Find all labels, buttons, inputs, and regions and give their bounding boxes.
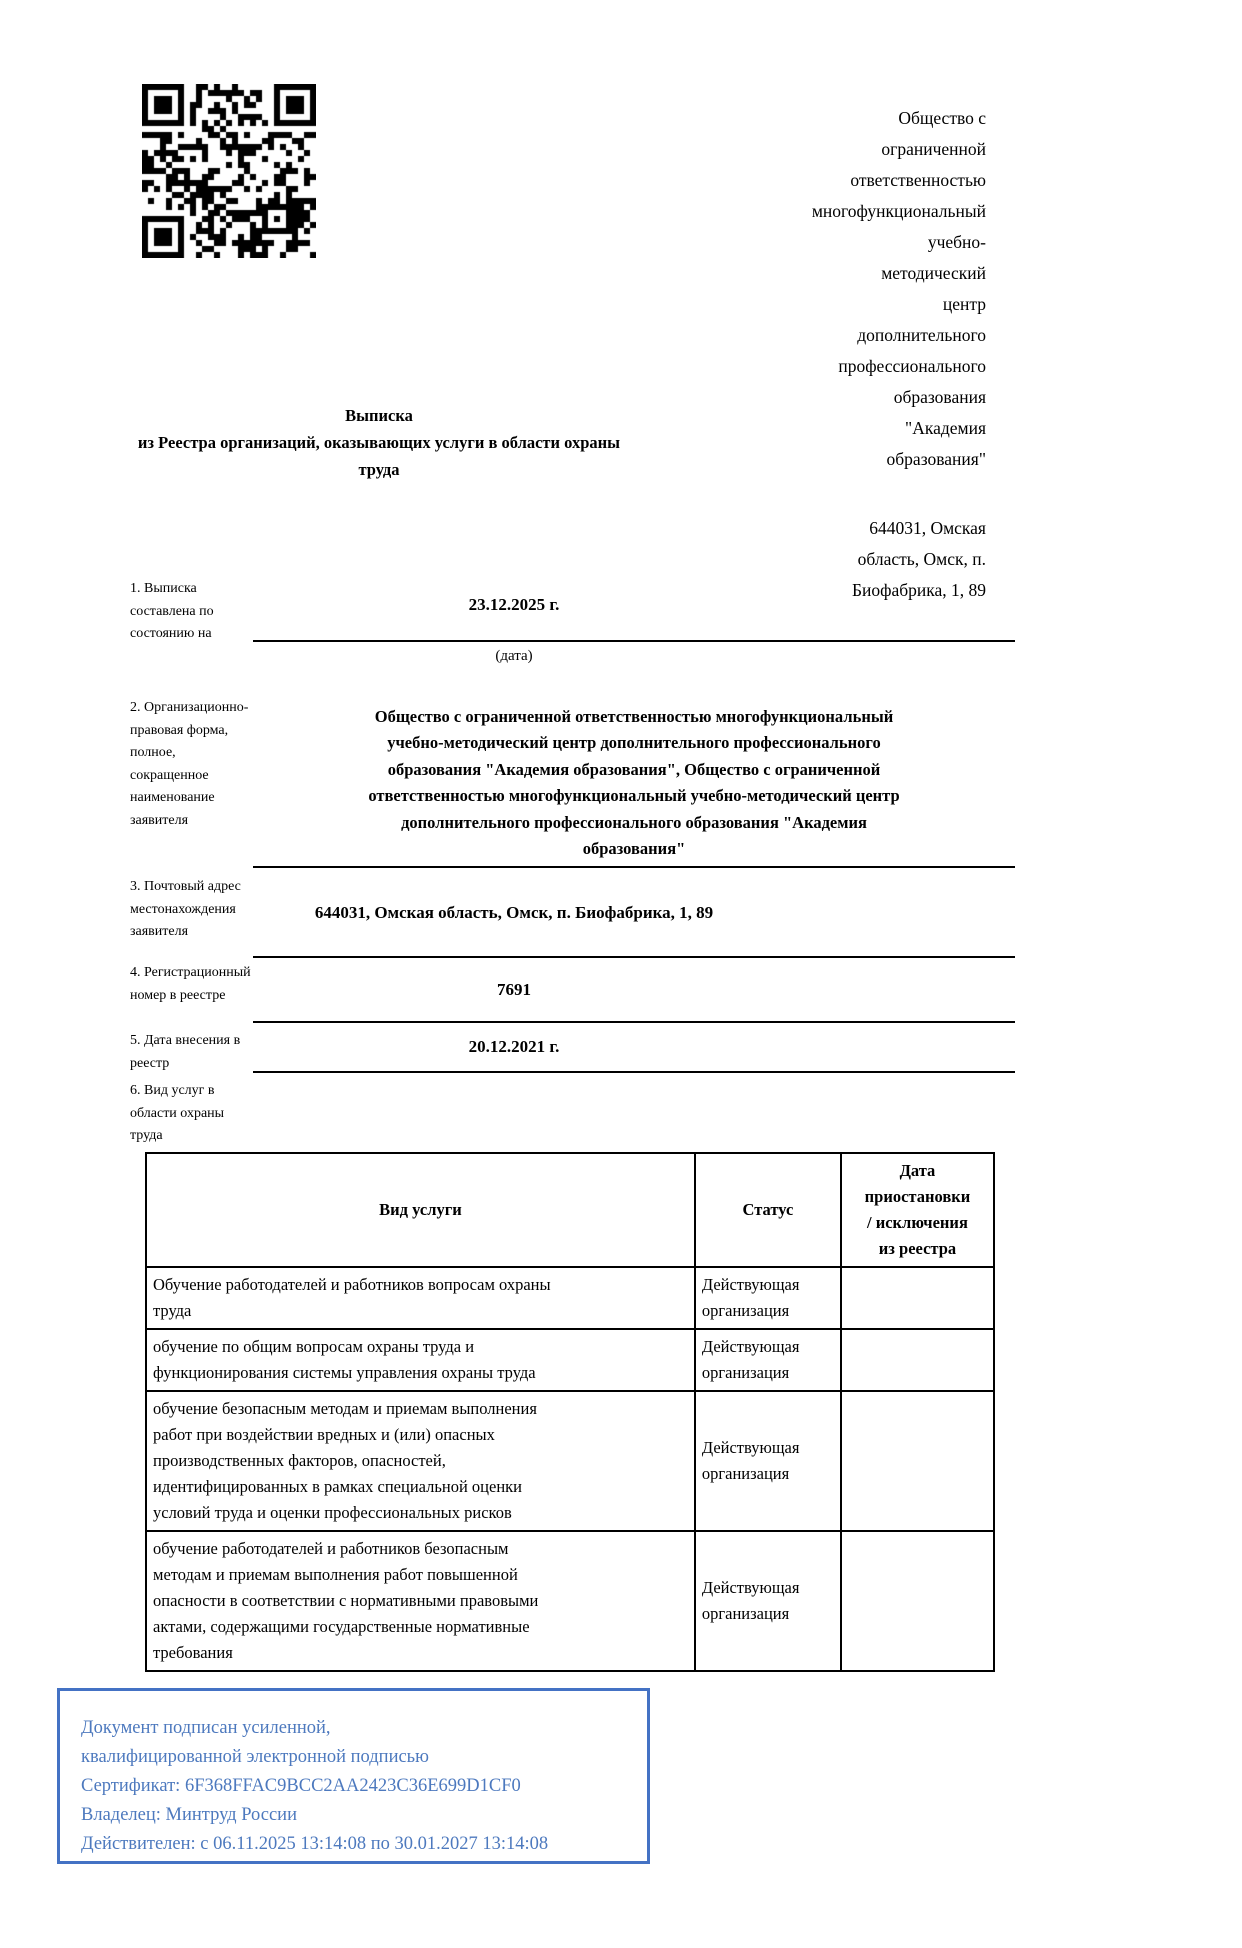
status-cell: Действующая организация [695, 1329, 841, 1391]
table-row [146, 1531, 994, 1671]
signature-line-1: Документ подписан усиленной, [81, 1718, 331, 1738]
table-row [146, 1267, 994, 1329]
signature-validity: Действителен: с 06.11.2025 13:14:08 по 30.01.2027 13:14:08 [81, 1834, 549, 1854]
status-cell: Действующая организация [695, 1391, 841, 1531]
date-cell [841, 1329, 994, 1391]
field-5-value: 20.12.2021 г. [468, 1037, 560, 1056]
organization-address: 644031, Омская область, Омск, п. Биофабрика, 1, 89 [851, 518, 986, 600]
service-cell: обучение безопасным методам и приемам выполнения работ при воздействии вредных и (или) опасных производственных факторов, опасностей, идентифицированных в рамках специальной оценки условий труда и оценки профессиональных рисков [146, 1391, 695, 1531]
field-4-box [253, 958, 1015, 1023]
field-4-value: 7691 [497, 979, 531, 999]
header-status: Статус [695, 1153, 841, 1267]
signature-owner: Владелец: Минтруд России [81, 1805, 297, 1825]
field-1-caption: (дата) [495, 648, 533, 664]
table-row [146, 1391, 994, 1531]
signature-stamp [57, 1688, 650, 1864]
date-cell [841, 1531, 994, 1671]
signature-certificate: Сертификат: 6F368FFAC9BCC2AA2423C36E699D1CF0 [81, 1776, 521, 1796]
field-2-value: Общество с ограниченной ответственностью многофункциональный учебно-методический центр дополнительного профессионального образования "Академия образования", Общество с ограниченной ответственностью многофункциональный учебно-методический центр дополнительного профессионального образования "Академия образования" [368, 706, 900, 858]
status-cell: Действующая организация [695, 1267, 841, 1329]
field-3-label: 3. Почтовый адрес местонахождения заявителя [130, 879, 241, 939]
services-table-clip [145, 1152, 1005, 1662]
field-2-label: 2. Организационно-правовая форма, полное, сокращенное наименование заявителя [130, 700, 249, 828]
field-4-label: 4. Регистрационный номер в реестре [130, 965, 251, 1003]
services-table [145, 1152, 995, 1672]
date-cell [841, 1391, 994, 1531]
signature-line-2: квалифицированной электронной подписью [81, 1747, 429, 1767]
field-1-label: 1. Выписка составлена по состоянию на [130, 581, 214, 641]
service-cell: обучение по общим вопросам охраны труда и функционирования системы управления охраны труда [146, 1329, 695, 1391]
qr-code [142, 84, 316, 258]
organization-block [700, 72, 986, 637]
table-row [146, 1329, 994, 1391]
status-cell: Действующая организация [695, 1531, 841, 1671]
field-6-label: 6. Вид услуг в области охраны труда [130, 1083, 225, 1143]
field-3-box [253, 870, 1015, 958]
service-cell: Обучение работодателей и работников вопросам охраны труда [146, 1267, 695, 1329]
organization-name: Общество с ограниченной ответственностью многофункциональный учебно- методический центр дополнительного профессионального образования "Академия образования" [811, 108, 986, 469]
service-cell: обучение работодателей и работников безопасным методам и приемам выполнения работ повышенной опасности в соответствии с нормативными правовыми актами, содержащими государственные нормативные требования [146, 1531, 695, 1671]
field-2-box [253, 700, 1015, 868]
header-suspension-date: Дата приостановки / исключения из реестра [841, 1153, 994, 1267]
date-cell [841, 1267, 994, 1329]
field-3-value: 644031, Омская область, Омск, п. Биофабрика, 1, 89 [314, 903, 714, 922]
field-5-label: 5. Дата внесения в реестр [130, 1033, 241, 1071]
field-1-value: 23.12.2025 г. [468, 595, 560, 614]
document-title: Выписка из Реестра организаций, оказывающих услуги в области охраны труда [137, 406, 621, 479]
header-service-type: Вид услуги [146, 1153, 695, 1267]
field-1-box [253, 570, 1015, 642]
field-5-box [253, 1023, 1015, 1073]
